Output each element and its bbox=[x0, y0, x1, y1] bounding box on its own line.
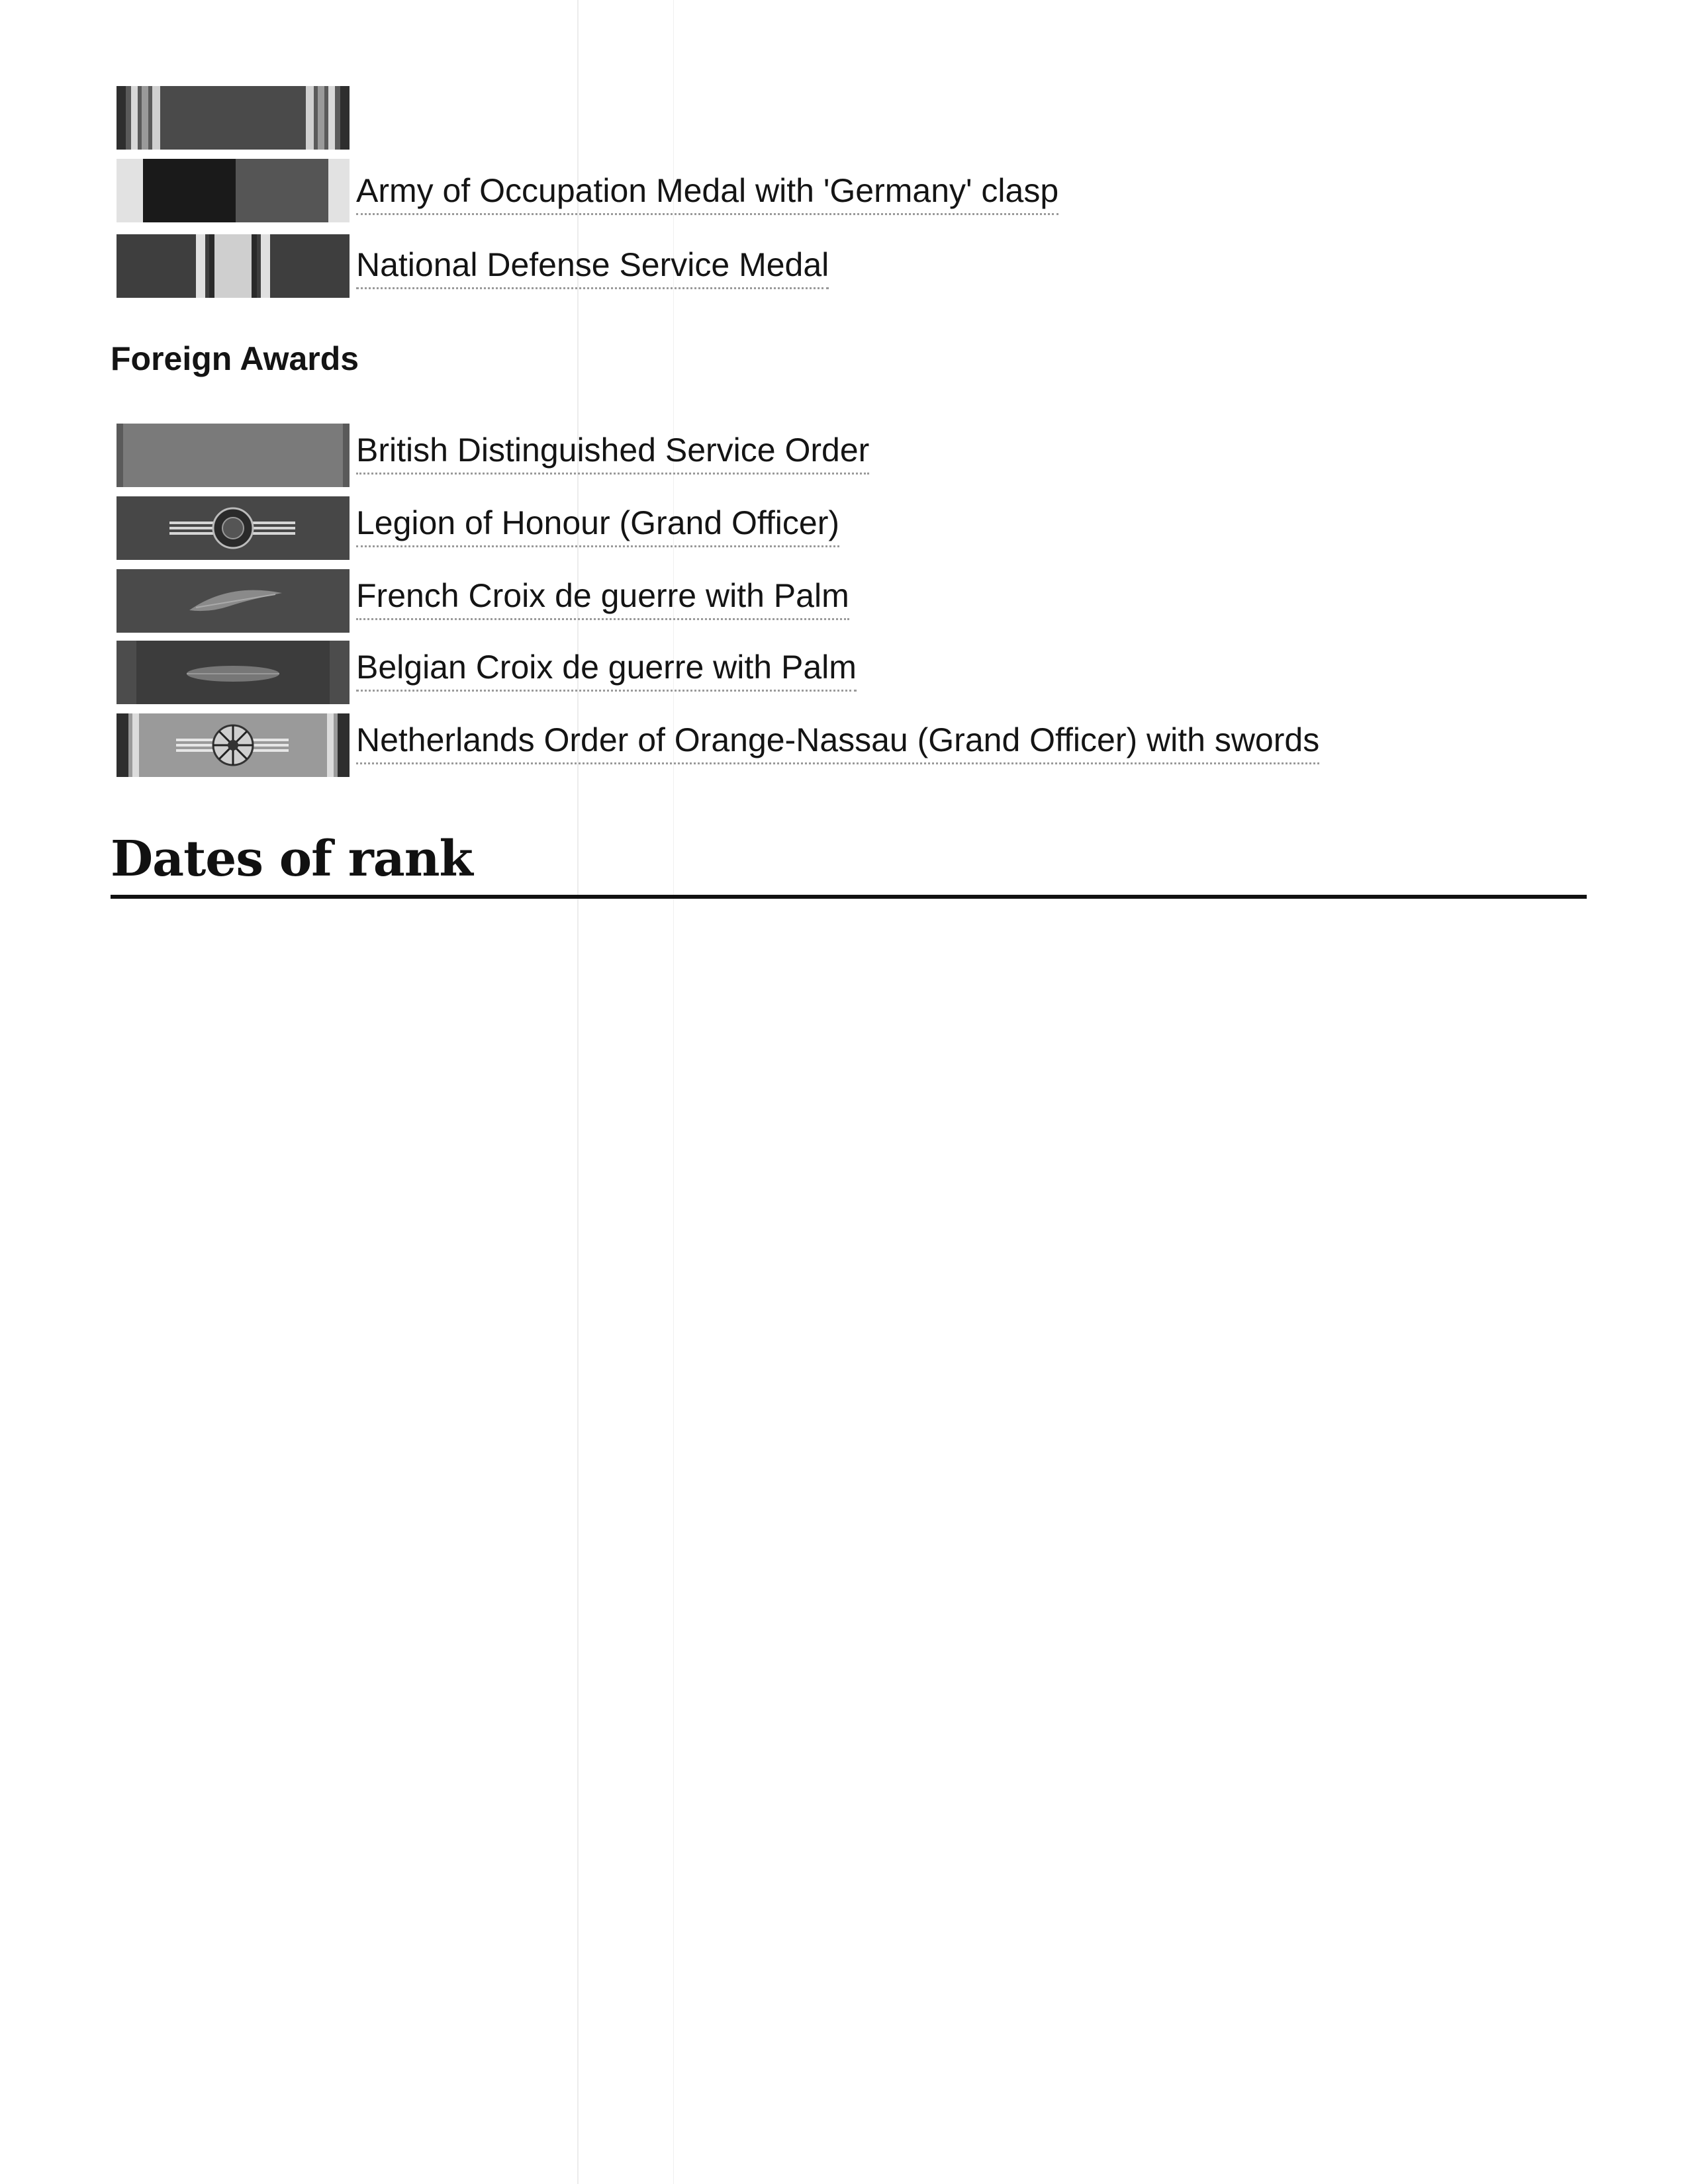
legion-honour-ribbon-icon bbox=[117, 496, 350, 560]
award-label-belgian-croix[interactable]: Belgian Croix de guerre with Palm bbox=[356, 647, 857, 692]
dates-of-rank-heading: Dates of rank bbox=[111, 831, 473, 887]
belgian-croix-ribbon-icon bbox=[117, 641, 350, 704]
award-label-orange-nassau[interactable]: Netherlands Order of Orange-Nassau (Grand Officer) with swords bbox=[356, 720, 1319, 764]
scan-fold-line bbox=[673, 0, 674, 2184]
award-label-army-occupation[interactable]: Army of Occupation Medal with 'Germany' clasp bbox=[356, 171, 1058, 215]
french-croix-ribbon-icon bbox=[117, 569, 350, 633]
scan-fold-line bbox=[577, 0, 579, 2184]
national-defense-ribbon-icon bbox=[117, 234, 350, 298]
award-label-legion-honour[interactable]: Legion of Honour (Grand Officer) bbox=[356, 503, 839, 547]
orange-nassau-ribbon-icon bbox=[117, 713, 350, 777]
army-occupation-ribbon-icon bbox=[117, 159, 350, 222]
award-label-french-croix[interactable]: French Croix de guerre with Palm bbox=[356, 576, 849, 620]
award-label-dso[interactable]: British Distinguished Service Order bbox=[356, 430, 869, 475]
striped-ribbon-icon bbox=[117, 86, 350, 150]
award-label-national-defense[interactable]: National Defense Service Medal bbox=[356, 245, 829, 289]
foreign-awards-heading: Foreign Awards bbox=[111, 340, 359, 377]
dso-ribbon-icon bbox=[117, 424, 350, 487]
heading-divider bbox=[111, 895, 1587, 899]
